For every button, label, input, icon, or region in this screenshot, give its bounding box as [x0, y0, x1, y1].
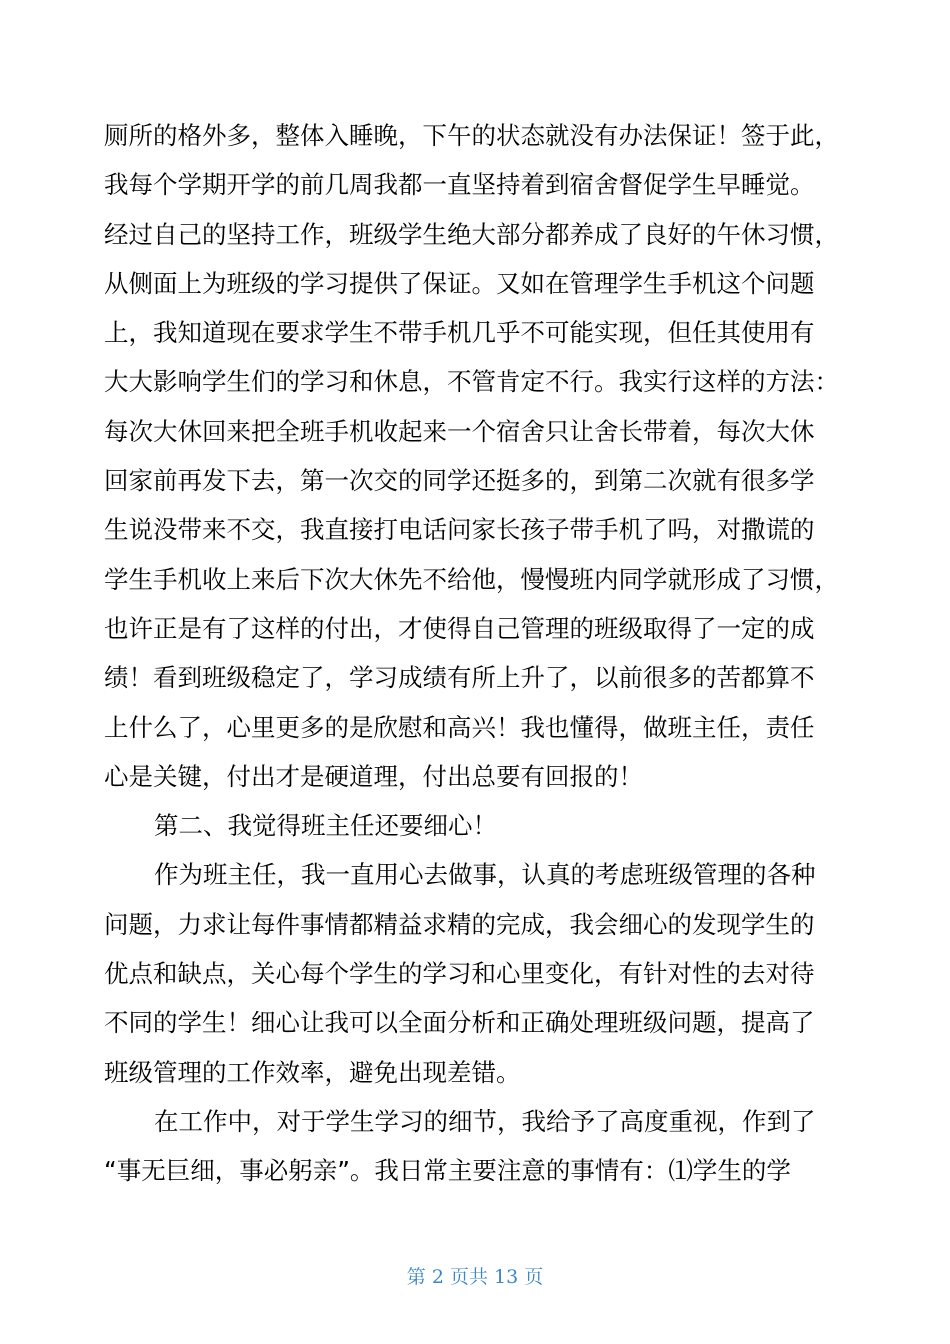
text-line: 第二、我觉得班主任还要细心！	[154, 811, 497, 841]
document-body	[104, 111, 844, 1196]
text-line: 生说没带来不交，我直接打电话问家长孩子带手机了吗，对撒谎的	[104, 515, 815, 545]
text-line: 不同的学生！细心让我可以全面分析和正确处理班级问题，提高了	[104, 1008, 815, 1038]
text-line: 绩！看到班级稳定了，学习成绩有所上升了，以前很多的苦都算不	[104, 663, 815, 693]
text-line: 优点和缺点，关心每个学生的学习和心里变化，有针对性的去对待	[104, 959, 815, 989]
text-line: 从侧面上为班级的学习提供了保证。又如在管理学生手机这个问题	[104, 268, 815, 298]
text-line: 我每个学期开学的前几周我都一直坚持着到宿舍督促学生早睡觉。	[104, 170, 815, 200]
text-line: 学生手机收上来后下次大休先不给他，慢慢班内同学就形成了习惯，	[104, 564, 839, 594]
text-line: “事无巨细，事必躬亲”。我日常主要注意的事情有：⑴学生的学	[104, 1156, 791, 1186]
text-line: 上什么了，心里更多的是欣慰和高兴！我也懂得，做班主任，责任	[104, 712, 815, 742]
text-line: 心是关键，付出才是硬道理，付出总要有回报的！	[104, 761, 643, 791]
text-line: 经过自己的坚持工作，班级学生绝大部分都养成了良好的午休习惯，	[104, 219, 839, 249]
text-line: 在工作中，对于学生学习的细节，我给予了高度重视，作到了	[154, 1106, 816, 1136]
page-footer: 第 2 页共 13 页	[406, 1266, 544, 1288]
text-line: 班级管理的工作效率，避免出现差错。	[104, 1057, 521, 1087]
text-line: 每次大休回来把全班手机收起来一个宿舍只让舍长带着，每次大休	[104, 416, 815, 446]
text-line: 大大影响学生们的学习和休息，不管肯定不行。我实行这样的方法：	[104, 367, 839, 397]
text-line: 问题，力求让每件事情都精益求精的完成，我会细心的发现学生的	[104, 909, 815, 939]
text-line: 上，我知道现在要求学生不带手机几乎不可能实现，但任其使用有	[104, 318, 815, 348]
text-line: 作为班主任，我一直用心去做事，认真的考虑班级管理的各种	[154, 860, 816, 890]
text-line: 也许正是有了这样的付出，才使得自己管理的班级取得了一定的成	[104, 613, 815, 643]
text-line: 回家前再发下去，第一次交的同学还挺多的，到第二次就有很多学	[104, 466, 815, 496]
text-line: 厕所的格外多，整体入睡晚，下午的状态就没有办法保证！签于此，	[104, 121, 839, 150]
